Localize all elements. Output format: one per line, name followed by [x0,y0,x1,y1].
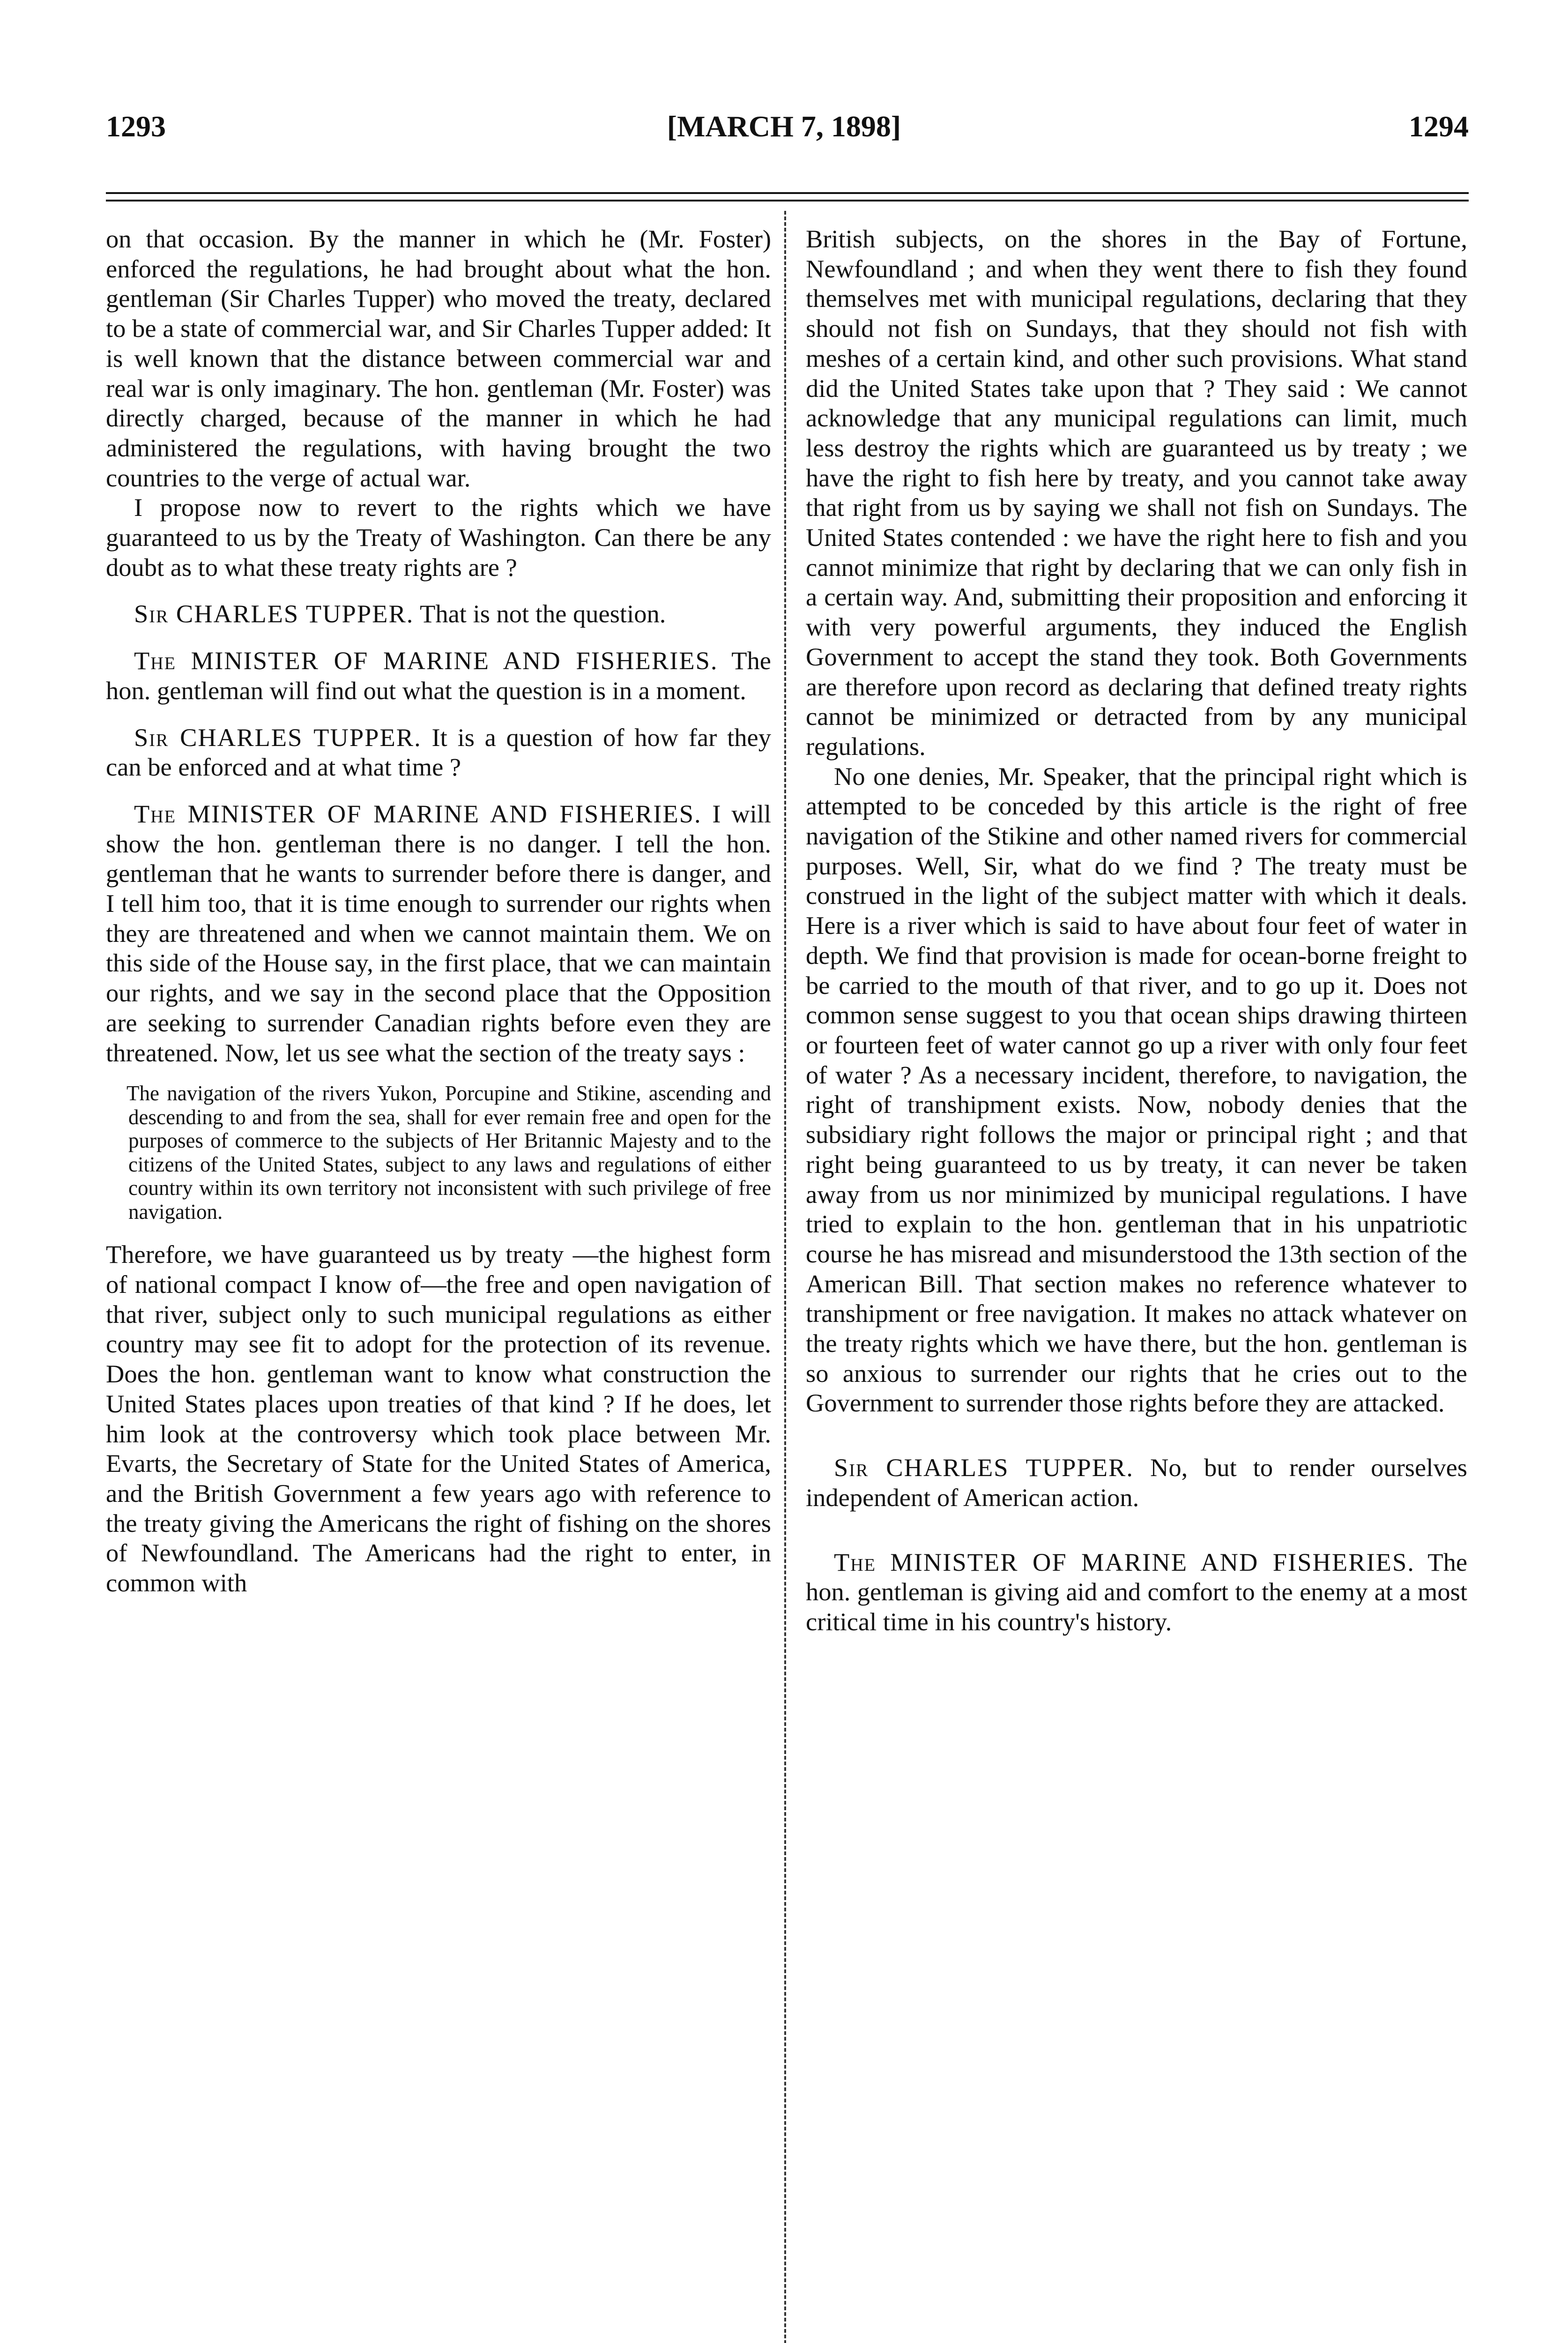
speech-text: The hon. gentleman is giving aid and comfort to the enemy at a most critical time in his country's history. [806,1547,1468,1636]
speech-text: I will show the hon. gentleman there is no danger. I tell the hon. gentleman that he wants to surrender before there is danger, and I tell him too, that it is time enough to surrender our rights when they are threatened and when we cannot maintain them. We on this side of the House say, in the first place, that we can maintain our rights, and we say in the second place that the Opposition are seeking to surrender Canadian rights before even they are threatened. Now, let us see what the section of the treaty says : [106,799,771,1067]
paragraph: British subjects, on the shores in the Bay of Fortune, Newfoundland ; and when they went there to fish they found themselves met with municipal regulations, declaring that they should not fish on Sundays, that they should not fish with meshes of a certain kind, and other such provisions. What stand did the United States take upon that ? They said : We cannot acknowledge that any municipal regulations can limit, much less destroy the rights which are guaranteed us by treaty ; we have the right to fish here by treaty, and you cannot take away that right from us by saying we shall not fish on Sundays. The United States contended : we have the right here to fish and you cannot minimize that right by declaring that we can only fish in a certain way. And, submitting their proposition and enforcing it with very powerful arguments, they induced the English Government to accept the stand they took. Both Governments are therefore upon record as declaring that defined treaty rights cannot be minimized or detracted from by any municipal regulations. [806,224,1467,761]
page-number-left: 1293 [106,110,166,143]
speaker-name: The MINISTER OF MARINE AND FISHERIES. [834,1547,1415,1576]
header-rule-bottom [106,200,1469,201]
speech-text: No, but to render ourselves independent of American action. [806,1453,1467,1512]
paragraph: No one denies, Mr. Speaker, that the principal right which is attempted to be conceded by this article is the right of free navigation of the Stikine and other named rivers for commercial purposes. Well, Sir, what do we find ? The treaty must be construed in the light of the subject matter with which it deals. Here is a river which is said to have about four feet of water in depth. We find that provision is made for ocean-borne freight to be carried to the mouth of that river, and to go up it. Does not common sense suggest to you that ocean ships drawing thirteen or fourteen feet of water cannot go up a river with only four feet of water ? As a necessary incident, therefore, to navigation, the right of transhipment exists. Now, nobody denies that the subsidiary right follows the major or principal right ; and that right being guaranteed to us by treaty, it can never be taken away from us nor minimized by municipal regulations. I have tried to explain to the hon. gentleman that in his unpatriotic course he has misread and misunderstood the 13th section of the American Bill. That section makes no reference whatever to transhipment or free navigation. It makes no attack whatever on the treaty rights which we have there, but the hon. gentleman is so anxious to surrender our rights that he cries out to the Government to surrender those rights before they are attacked. [806,761,1467,1418]
speech-paragraph [106,646,771,705]
speech-paragraph [106,799,771,1067]
speech-text: That is not the question. [420,599,666,628]
right-column [806,224,1467,1637]
header-rule-top [106,192,1469,194]
speech-paragraph [106,723,771,782]
speech-text: It is a question of how far they can be enforced and at what time ? [106,723,771,782]
speaker-name: Sir CHARLES TUPPER. [834,1453,1134,1482]
column-divider [784,211,786,2343]
speaker-name: The MINISTER OF MARINE AND FISHERIES. [134,799,702,828]
page-date-header: [MARCH 7, 1898] [667,110,901,143]
paragraph: Therefore, we have guaranteed us by treaty —the highest form of national compact I know of—the free and open navigation of that river, subject only to such municipal regulations as either country may see fit to adopt for the protection of its revenue. Does the hon. gentleman want to know what construction the United States places upon treaties of that kind ? If he does, let him look at the controversy which took place between Mr. Evarts, the Secretary of State for the United States of America, and the British Government a few years ago with reference to the treaty giving the Americans the right of fishing on the shores of Newfoundland. The Americans had the right to enter, in common with [106,1240,771,1597]
speech-paragraph [806,1453,1467,1512]
treaty-quotation: The navigation of the rivers Yukon, Porcupine and Stikine, ascending and descending to and from the sea, shall for ever remain free and open for the purposes of commerce to the subjects of Her Britannic Majesty and to the citizens of the United States, subject to any laws and regulations of either country within its own territory not inconsistent with such privilege of free navigation. [126,1082,771,1224]
speech-paragraph [106,599,771,629]
paragraph: on that occasion. By the manner in which he (Mr. Foster) enforced the regulations, he had brought about what the hon. gentleman (Sir Charles Tupper) who moved the treaty, declared to be a state of commercial war, and Sir Charles Tupper added: It is well known that the distance between commercial war and real war is only imaginary. The hon. gentleman (Mr. Foster) was directly charged, because of the manner in which he had administered the regulations, with having brought the two countries to the verge of actual war. [106,224,771,492]
speaker-name: Sir CHARLES TUPPER. [134,599,414,628]
speech-paragraph [806,1547,1467,1637]
paragraph: I propose now to revert to the rights which we have guaranteed to us by the Treaty of Washington. Can there be any doubt as to what these treaty rights are ? [106,493,771,582]
speech-text: The hon. gentleman will find out what the question is in a moment. [106,646,771,705]
page-number-right: 1294 [1409,110,1469,143]
speaker-name: The MINISTER OF MARINE AND FISHERIES. [134,646,718,675]
speaker-name: Sir CHARLES TUPPER. [134,723,422,752]
left-column [106,224,771,1598]
